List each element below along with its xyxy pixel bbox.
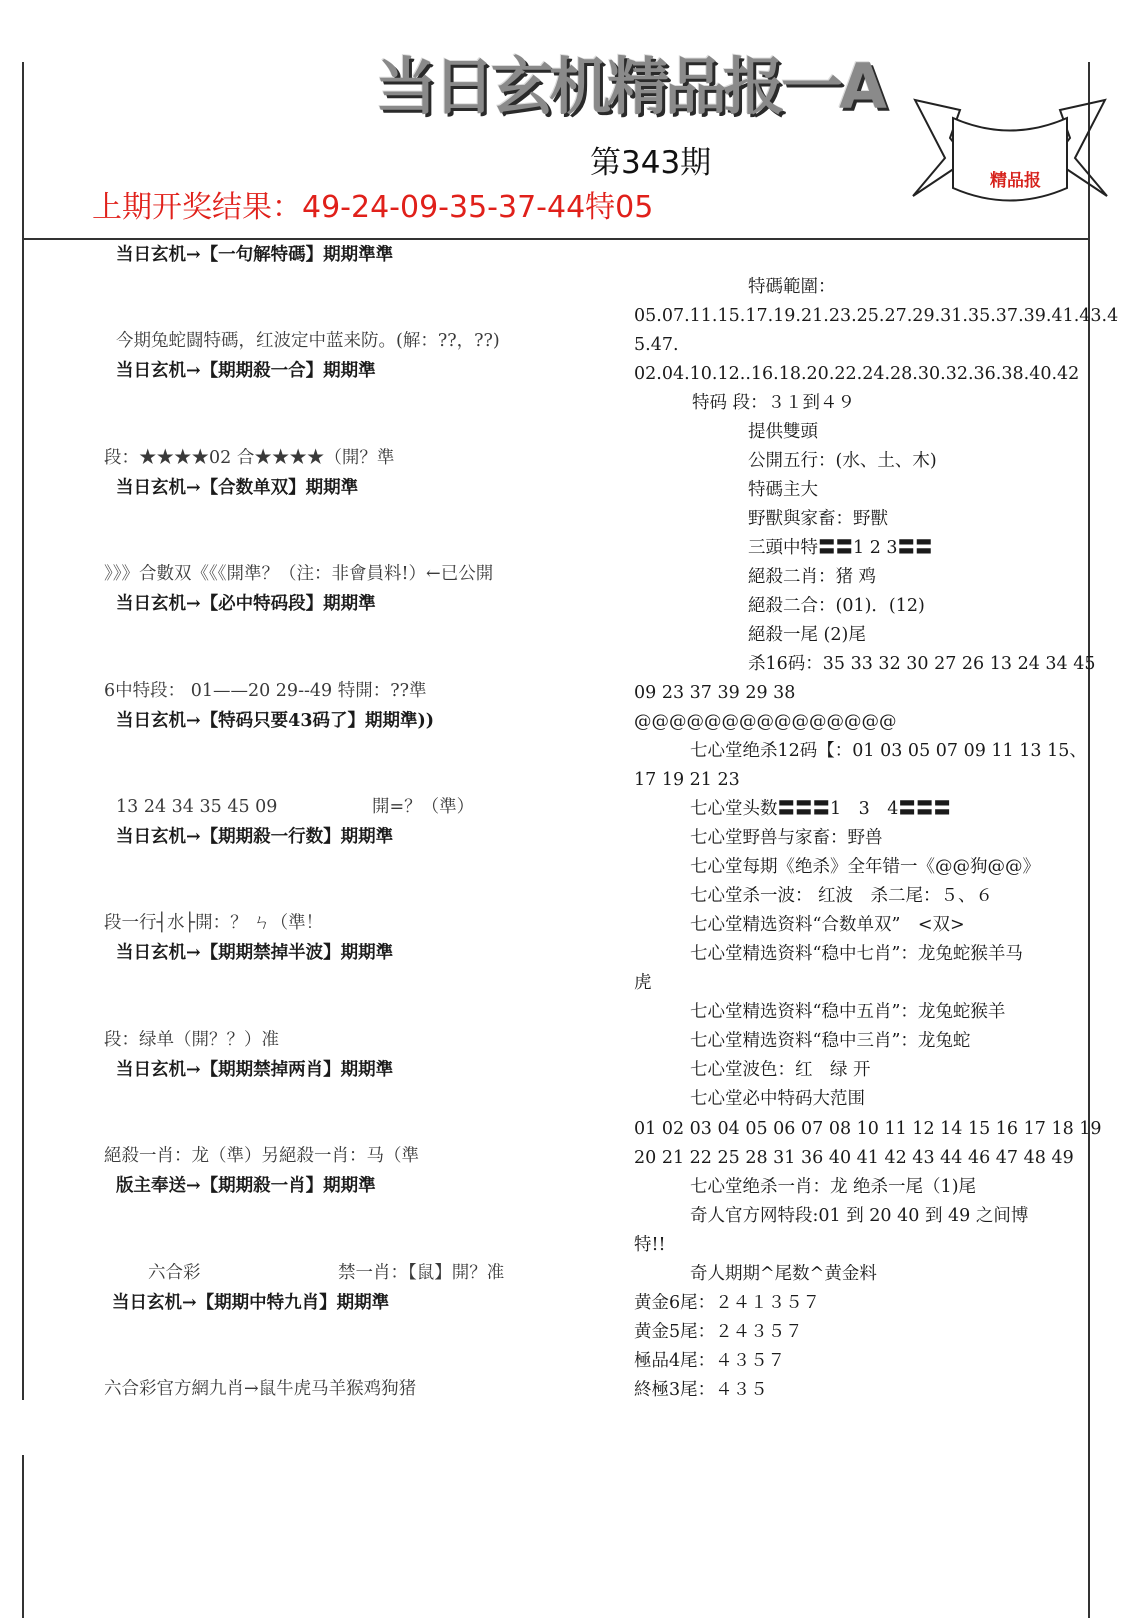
right-line: 17 19 21 23: [634, 770, 740, 790]
right-line: 七心堂精选资料“合数单双” <双>: [690, 915, 965, 935]
page-title: 当日玄机精品报一A: [375, 50, 883, 123]
right-line: 七心堂每期《绝杀》全年错一《@@狗@@》: [690, 857, 1040, 877]
right-line: 黄金6尾：２４１３５７: [634, 1293, 821, 1313]
right-line: 09 23 37 39 29 38: [634, 683, 796, 703]
right-line: 七心堂野兽与家畜：野兽: [690, 828, 883, 848]
right-line: 特碼主大: [748, 480, 818, 500]
right-line: 絕殺二合：(01)．(12): [748, 596, 925, 616]
right-line: 七心堂精选资料“稳中七肖”：龙兔蛇猴羊马: [690, 944, 1023, 964]
right-border: [1088, 62, 1090, 1618]
right-line: 奇人期期^尾数^黄金料: [690, 1264, 877, 1284]
section-note: 6中特段： 01——20 29--49 特開：??準: [104, 681, 427, 701]
right-line: 特!!: [634, 1235, 666, 1255]
section-note: 段一行┤水├開：？ ㄣ（準！: [104, 913, 324, 933]
left-border-bottom: [22, 1455, 24, 1618]
right-line: 奇人官方网特段:01 到 20 40 到 49 之间博: [690, 1206, 1029, 1226]
right-line: 01 02 03 04 05 06 07 08 10 11 12 14 15 16 17 18 19: [634, 1119, 1102, 1139]
right-line: 野獸與家畜：野獸: [748, 509, 888, 529]
section-note: 開=？（準）: [372, 797, 475, 817]
section-note: 六合彩官方網九肖→鼠牛虎马羊猴鸡狗猪: [104, 1379, 417, 1399]
section-heading: 当日玄机→【一句解特碼】期期準準: [116, 245, 394, 265]
section-heading: 当日玄机→【必中特码段】期期準: [116, 594, 376, 614]
section-heading: 当日玄机→【合数单双】期期準: [116, 478, 359, 498]
section-note: 》》》合數双《《《開準？（注：非會員料!）←已公開: [104, 564, 494, 584]
right-line: 特码 段：３１到４９: [692, 393, 856, 413]
section-note: 絕殺一肖：龙（準）另絕殺一肖：马（準: [104, 1146, 419, 1166]
section-heading: 版主奉送→【期期殺一肖】期期準: [116, 1176, 376, 1196]
section-note: 禁一肖：【鼠】開？准: [338, 1263, 505, 1283]
header-divider: [22, 238, 1090, 240]
banner-label: 精品报: [990, 171, 1041, 191]
section-note: 今期兔蛇闘特碼，红波定中蓝来防。(解：??，??): [116, 331, 500, 351]
issue-number: 第343期: [590, 145, 712, 181]
right-line: 杀16码：35 33 32 30 27 26 13 24 34 45: [748, 654, 1096, 674]
right-line: 七心堂杀一波： 红波 杀二尾：５、６: [690, 886, 994, 906]
right-line: 七心堂绝杀12码【：01 03 05 07 09 11 13 15、: [690, 741, 1087, 761]
right-line: 七心堂精选资料“稳中三肖”：龙兔蛇: [690, 1031, 971, 1051]
right-line: 黄金5尾：２４３５７: [634, 1322, 803, 1342]
section-note: 13 24 34 35 45 09: [116, 797, 278, 817]
section-note: 六合彩: [148, 1263, 201, 1283]
section-heading: 当日玄机→【期期殺一行数】期期準: [116, 827, 394, 847]
right-line: 絕殺二肖：猪 鸡: [748, 567, 877, 587]
right-line: 公開五行：(水、土、木): [748, 451, 937, 471]
section-heading: 当日玄机→【特码只要43码了】期期準)): [116, 711, 435, 731]
right-line: 02.04.10.12..16.18.20.22.24.28.30.32.36.38.40.42: [634, 364, 1080, 384]
right-line: 三頭中特〓〓1 2 3〓〓: [748, 538, 933, 558]
right-line: 特碼範圍：: [748, 277, 836, 297]
right-line: 虎: [634, 973, 652, 993]
section-heading: 当日玄机→【期期禁掉半波】期期準: [116, 943, 394, 963]
right-line: 極品4尾：４３５７: [634, 1351, 786, 1371]
right-line: 20 21 22 25 28 31 36 40 41 42 43 44 46 47 48 49: [634, 1148, 1074, 1168]
left-border-top: [22, 62, 24, 1400]
section-heading: 当日玄机→【期期中特九肖】期期準: [112, 1293, 390, 1313]
right-line: 七心堂波色：红 绿 开: [690, 1060, 871, 1080]
section-heading: 当日玄机→【期期禁掉两肖】期期準: [116, 1060, 394, 1080]
right-line: 5.47.: [634, 335, 679, 355]
right-line: 終極3尾：４３５: [634, 1380, 768, 1400]
right-line: 七心堂精选资料“稳中五肖”：龙兔蛇猴羊: [690, 1002, 1006, 1022]
right-line: 提供雙頭: [748, 422, 818, 442]
section-note: 段：绿单（開？？）准: [104, 1030, 279, 1050]
right-line: 七心堂必中特码大范围: [690, 1089, 865, 1109]
right-line: @@@@@@@@@@@@@@@: [634, 712, 897, 732]
section-note: 段：★★★★02 合★★★★（開？準: [104, 448, 395, 468]
last-result: 上期开奖结果：49-24-09-35-37-44特05: [92, 190, 654, 225]
right-line: 絕殺一尾 (2)尾: [748, 625, 866, 645]
right-line: 七心堂头数〓〓〓1 3 4〓〓〓: [690, 799, 951, 819]
right-line: 七心堂绝杀一肖：龙 绝杀一尾（1)尾: [690, 1177, 977, 1197]
right-line: 05.07.11.15.17.19.21.23.25.27.29.31.35.37.39.41.43.4: [634, 306, 1119, 326]
ribbon-banner-icon: [905, 88, 1115, 218]
section-heading: 当日玄机→【期期殺一合】期期準: [116, 361, 376, 381]
